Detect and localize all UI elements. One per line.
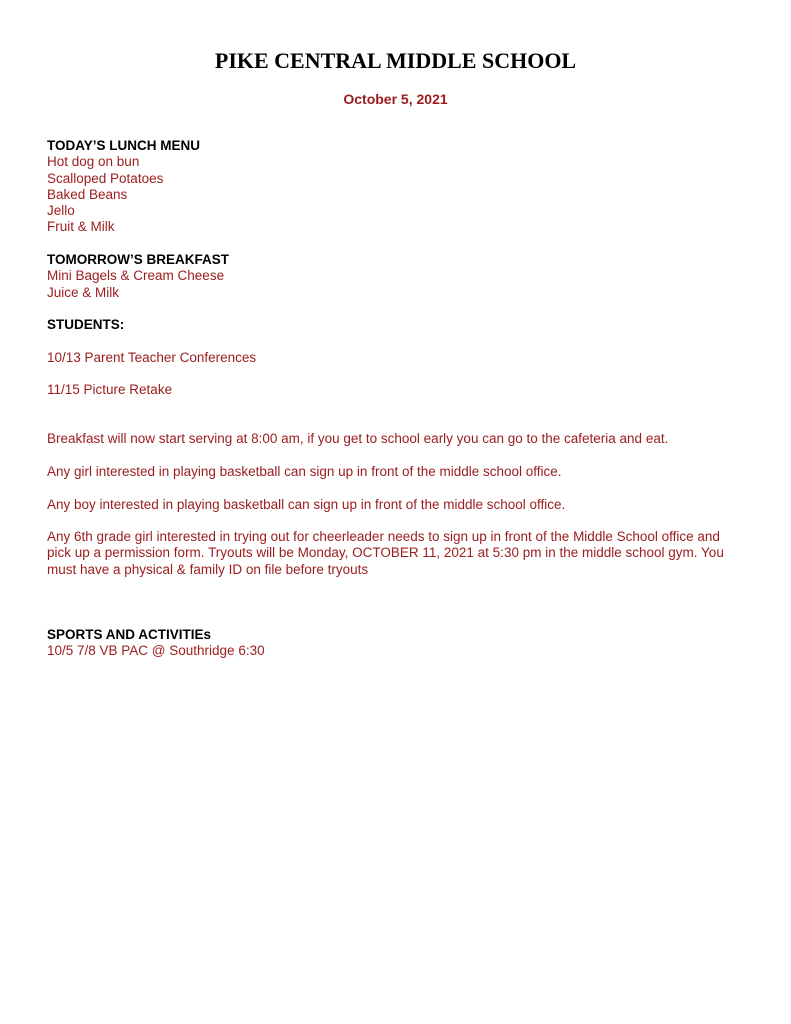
sports-item: 10/5 7/8 VB PAC @ Southridge 6:30 <box>47 643 265 659</box>
announcement-breakfast-time: Breakfast will now start serving at 8:00 am, if you get to school early you can go to the cafeteria and eat. <box>47 431 669 447</box>
announcement-cheerleader-tryouts: Any 6th grade girl interested in trying out for cheerleader needs to sign up in front of the Middle School office and pick up a permission form. Tryouts will be Monday, OCTOBER 11, 2021 at 5:30 pm in the middle school gym. You must have a physical & family ID on file before tryouts <box>47 529 724 577</box>
student-event: 10/13 Parent Teacher Conferences <box>47 349 257 365</box>
lunch-item: Fruit & Milk <box>47 219 115 235</box>
document-body <box>47 138 747 660</box>
announcement-girls-basketball: Any girl interested in playing basketball can sign up in front of the middle school office. <box>47 463 562 479</box>
lunch-item: Hot dog on bun <box>47 154 140 170</box>
breakfast-item: Juice & Milk <box>47 284 120 300</box>
lunch-item: Scalloped Potatoes <box>47 170 164 186</box>
lunch-menu-heading: TODAY’S LUNCH MENU <box>47 138 201 153</box>
school-title: PIKE CENTRAL MIDDLE SCHOOL <box>214 48 577 73</box>
lunch-item: Jello <box>47 203 75 219</box>
announcement-boys-basketball: Any boy interested in playing basketball can sign up in front of the middle school office. <box>47 496 566 512</box>
students-heading: STUDENTS: <box>47 317 125 333</box>
student-event: 11/15 Picture Retake <box>47 382 173 398</box>
sports-heading: SPORTS AND ACTIVITIEs <box>47 626 212 642</box>
lunch-item: Baked Beans <box>47 186 128 202</box>
breakfast-item: Mini Bagels & Cream Cheese <box>47 268 225 284</box>
breakfast-heading: TOMORROW’S BREAKFAST <box>47 252 229 268</box>
document-date: October 5, 2021 <box>343 91 448 107</box>
